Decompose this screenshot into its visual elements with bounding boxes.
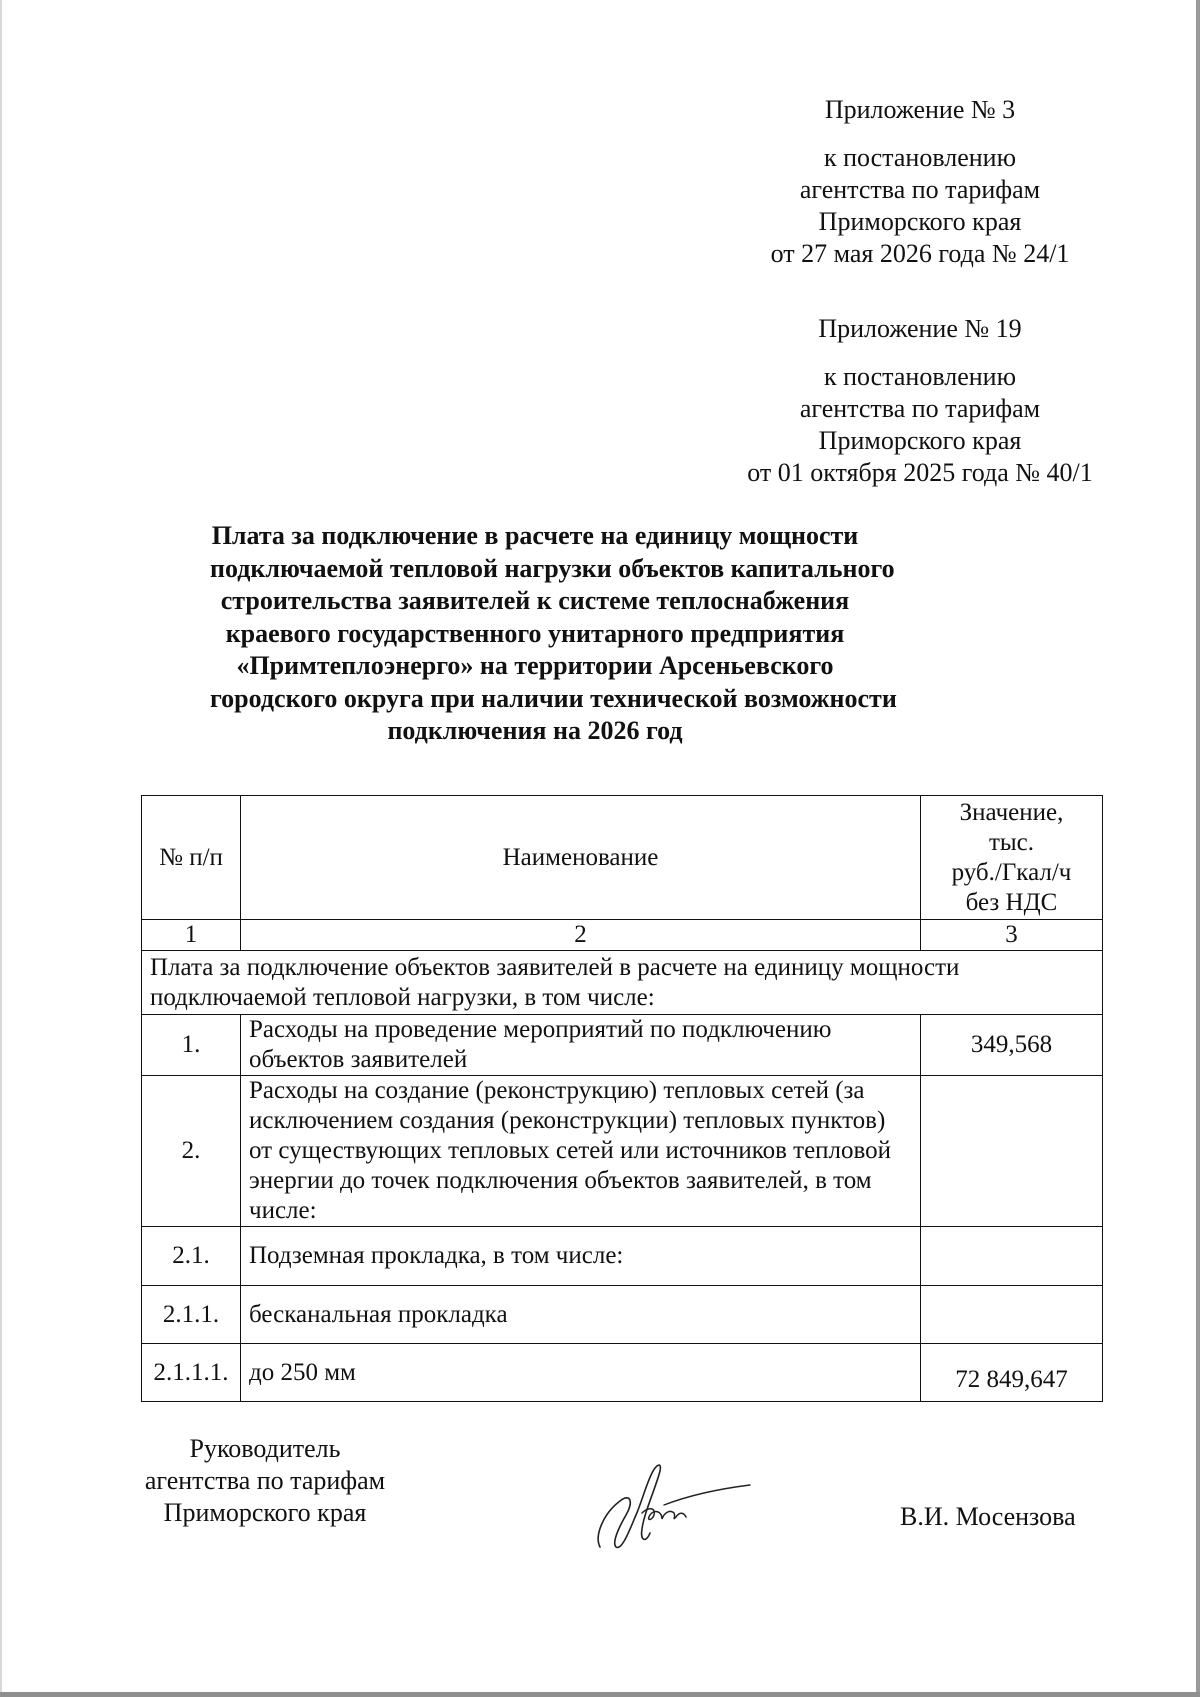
appendix-19-line: Приморского края — [818, 426, 1022, 455]
appendix-3-block — [730, 94, 1110, 270]
header-value-line: тыс. — [988, 829, 1035, 856]
row-name: Расходы на создание (реконструкцию) тепловых сетей (за исключением создания (реконструкции) тепловых пунктов) от существующих тепловых сетей или источников тепловой энергии до точек подключения объектов заявителей, в том числе: — [241, 1076, 921, 1227]
appendix-19-line: агентства по тарифам — [799, 394, 1041, 423]
row-value — [921, 1076, 1103, 1227]
row-value: 349,568 — [921, 1015, 1103, 1076]
table-row — [142, 1286, 1103, 1344]
appendix-3-line: Приморского края — [818, 207, 1022, 236]
row-value — [921, 1227, 1103, 1286]
title-line: строительства заявителей к системе теплоснабжения — [220, 586, 850, 615]
title-line: подключаемой тепловой нагрузки объектов капитального — [210, 553, 895, 583]
header-name: Наименование — [241, 796, 921, 920]
appendix-19-date-line: от 01 октября 2025 года № 40/1 — [747, 458, 1093, 487]
table-row — [142, 1015, 1103, 1076]
column-number: 1 — [142, 920, 241, 951]
appendix-19-line: к постановлению — [823, 362, 1017, 391]
table-header-row — [142, 796, 1103, 920]
scan-edge-bottom — [0, 1692, 1200, 1697]
handwritten-signature — [590, 1455, 760, 1555]
row-number: 2.1.1.1. — [142, 1344, 241, 1402]
row-name: Подземная прокладка, в том числе: — [241, 1227, 921, 1286]
row-name: до 250 мм — [241, 1344, 921, 1402]
header-number: № п/п — [142, 796, 241, 920]
signatory-title-line: Руководитель — [189, 1434, 341, 1463]
header-value-line: руб./Гкал/ч — [951, 859, 1072, 886]
section-row-text: Плата за подключение объектов заявителей в расчете на единицу мощности подключаемой тепловой нагрузки, в том числе: — [142, 951, 1103, 1015]
row-number: 2.1.1. — [142, 1286, 241, 1344]
title-line: подключения на 2026 год — [387, 716, 683, 745]
row-number: 2. — [142, 1076, 241, 1227]
appendix-3-number: Приложение № 3 — [824, 95, 1016, 124]
section-row — [142, 951, 1103, 1015]
signatory-title-line: Приморского края — [163, 1498, 367, 1527]
appendix-19-number: Приложение № 19 — [818, 314, 1022, 343]
signatory-title-line: агентства по тарифам — [144, 1466, 386, 1495]
scan-edge-right — [1196, 0, 1200, 1697]
appendix-19-block — [720, 313, 1120, 489]
signatory-name: В.И. Мосензова — [900, 1502, 1076, 1531]
table-row — [142, 1227, 1103, 1286]
row-name: бесканальная прокладка — [241, 1286, 921, 1344]
title-line: краевого государственного унитарного предприятия — [225, 618, 845, 648]
row-value — [921, 1286, 1103, 1344]
header-value — [921, 796, 1103, 920]
title-line: «Примтеплоэнерго» на территории Арсеньевского — [236, 651, 834, 680]
appendix-3-line: к постановлению — [823, 143, 1017, 172]
appendix-3-line: агентства по тарифам — [799, 175, 1041, 204]
appendix-3-date-line: от 27 мая 2026 года № 24/1 — [770, 239, 1070, 268]
header-value-line: без НДС — [965, 889, 1058, 916]
header-value-line: Значение, — [959, 799, 1064, 826]
title-line: Плата за подключение в расчете на единицу мощности — [211, 521, 859, 550]
table-row — [142, 1344, 1103, 1402]
table-row — [142, 1076, 1103, 1227]
row-number: 1. — [142, 1015, 241, 1076]
document-title — [210, 520, 897, 748]
signatory-title — [125, 1433, 405, 1529]
scan-edge-left — [0, 0, 2, 1697]
tariff-table — [141, 795, 1103, 1402]
title-line: городского округа при наличии технической возможности — [210, 683, 897, 713]
row-name: Расходы на проведение мероприятий по подключению объектов заявителей — [241, 1015, 921, 1076]
row-value: 72 849,647 — [921, 1344, 1103, 1402]
row-number: 2.1. — [142, 1227, 241, 1286]
column-number: 2 — [241, 920, 921, 951]
column-number-row — [142, 920, 1103, 951]
column-number: 3 — [921, 920, 1103, 951]
